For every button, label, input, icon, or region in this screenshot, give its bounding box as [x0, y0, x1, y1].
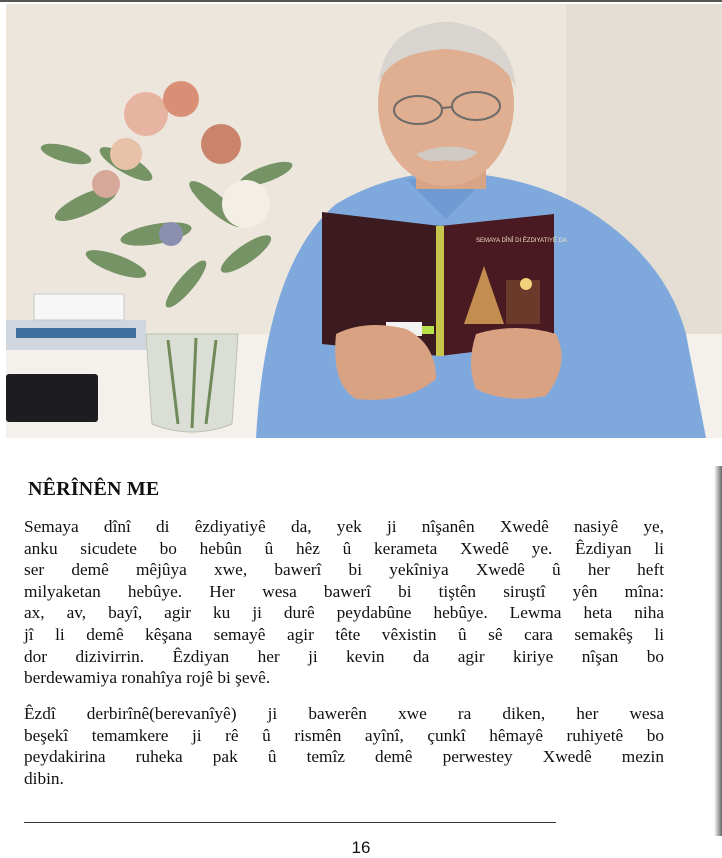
page-heading: NÊRÎNÊN ME: [28, 478, 160, 500]
paragraph-line: ax, av, bayî, agir ku ji durê peydabûne hebûye. Lewma heta niha: [24, 603, 664, 623]
paragraph-line: beşekî temamkere ji rê û rismên ayînî, çunkî hêmayê ruhiyetê bo: [24, 725, 664, 745]
paragraph-line: dibin.: [24, 768, 64, 788]
svg-text:SEMAYA DÎNÎ DI ÊZDIYATIYÊ DA: SEMAYA DÎNÎ DI ÊZDIYATIYÊ DA: [476, 238, 567, 244]
paragraph-line: Êzdî derbirînê(berevanîyê) ji bawerên xwe ra diken, her wesa: [24, 704, 664, 723]
paragraph-line: berdewamiya ronahîya rojê bi şevê.: [24, 668, 271, 688]
photo-illustration: [6, 4, 722, 438]
paragraph-line: Semaya dînî di êzdiyatiyê da, yek ji nîşanên Xwedê nasiyê ye,: [24, 517, 664, 536]
paragraph-line: anku sicudete bo hebûn û hêz û kerameta Xwedê ye. Êzdiyan li: [24, 538, 664, 558]
paragraph-line: ser demê mêjûya xwe, bawerî bi yekîniya Xwedê û her heft: [24, 560, 664, 580]
photo-man-reading-book: [6, 4, 722, 438]
paragraph-line: milyaketan hebûye. Her wesa bawerî bi tiştên siruştî yên mîna:: [24, 581, 664, 601]
paragraph-1: [24, 516, 664, 689]
paragraph-line: dor dizivirrin. Êzdiyan her ji kevin da agir kiriye nîşan bo: [24, 646, 664, 666]
page-top-border: [0, 0, 722, 2]
page-number: 16: [351, 838, 371, 857]
page-edge-shadow: [714, 466, 722, 836]
paragraph-2: [24, 703, 664, 789]
paragraph-line: jî li demê kêşana semayê agir tête vêxistin û sê cara semakêş li: [24, 624, 664, 644]
footnote-rule: [24, 822, 556, 823]
paragraph-line: peydakirina ruheka pak û temîz demê perwestey Xwedê mezin: [24, 747, 664, 767]
